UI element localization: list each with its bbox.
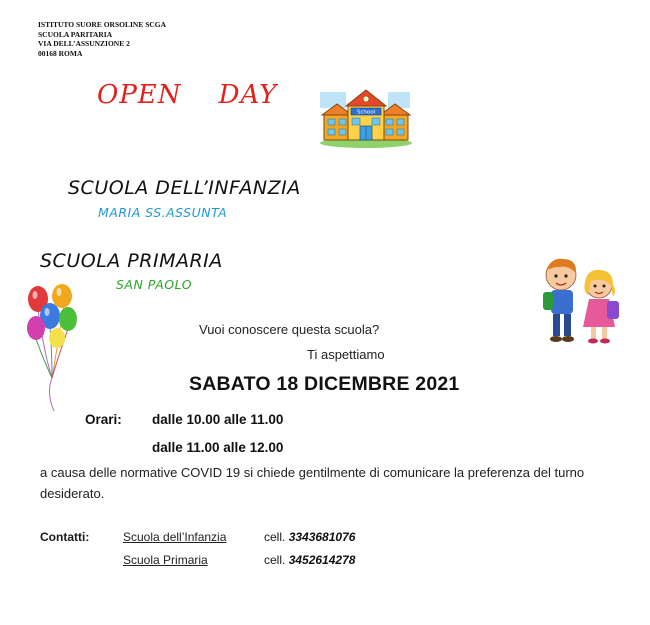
school-primaria-subtitle: SAN PAOLO	[116, 277, 193, 292]
invite-line: Ti aspettiamo	[307, 347, 385, 362]
contact-primaria-cell	[264, 553, 355, 567]
invite-question: Vuoi conoscere questa scuola?	[199, 322, 380, 337]
school-infanzia-subtitle: MARIA SS.ASSUNTA	[98, 205, 228, 220]
balloons-icon	[24, 283, 80, 415]
institute-city: 00168 ROMA	[38, 48, 83, 58]
institute-header	[38, 20, 166, 58]
school-primaria-title: SCUOLA PRIMARIA	[40, 250, 223, 272]
contact-infanzia-cell-label: cell.	[264, 530, 286, 544]
contact-primaria-cell-label: cell.	[264, 553, 286, 567]
contacts-label: Contatti:	[40, 530, 90, 544]
hours-label: Orari:	[85, 412, 122, 427]
institute-street: VIA DELL’ASSUNZIONE 2	[38, 39, 130, 48]
school-building-icon	[318, 86, 414, 148]
institute-type: SCUOLA PARITARIA	[38, 29, 113, 39]
contact-infanzia-number: 3343681076	[288, 530, 356, 544]
open-day-title: OPEN DAY	[97, 80, 278, 110]
contact-infanzia-name: Scuola dell’Infanzia	[123, 530, 227, 544]
school-sign-text: School	[356, 109, 376, 116]
hours-slot-2: dalle 11.00 alle 12.00	[152, 440, 284, 455]
contact-primaria-number: 3452614278	[288, 553, 356, 567]
institute-name: ISTITUTO SUORE ORSOLINE SCGA	[38, 20, 167, 29]
children-icon	[533, 255, 629, 350]
contact-infanzia-cell	[264, 530, 355, 544]
hours-slot-1: dalle 10.00 alle 11.00	[152, 412, 284, 427]
covid-note: a causa delle normative COVID 19 si chiede gentilmente di comunicare la preferenza del turno desiderato.	[40, 465, 585, 501]
contact-primaria-name: Scuola Primaria	[123, 553, 208, 567]
event-date: SABATO 18 DICEMBRE 2021	[189, 373, 460, 395]
school-infanzia-title: SCUOLA DELL’INFANZIA	[68, 177, 301, 199]
